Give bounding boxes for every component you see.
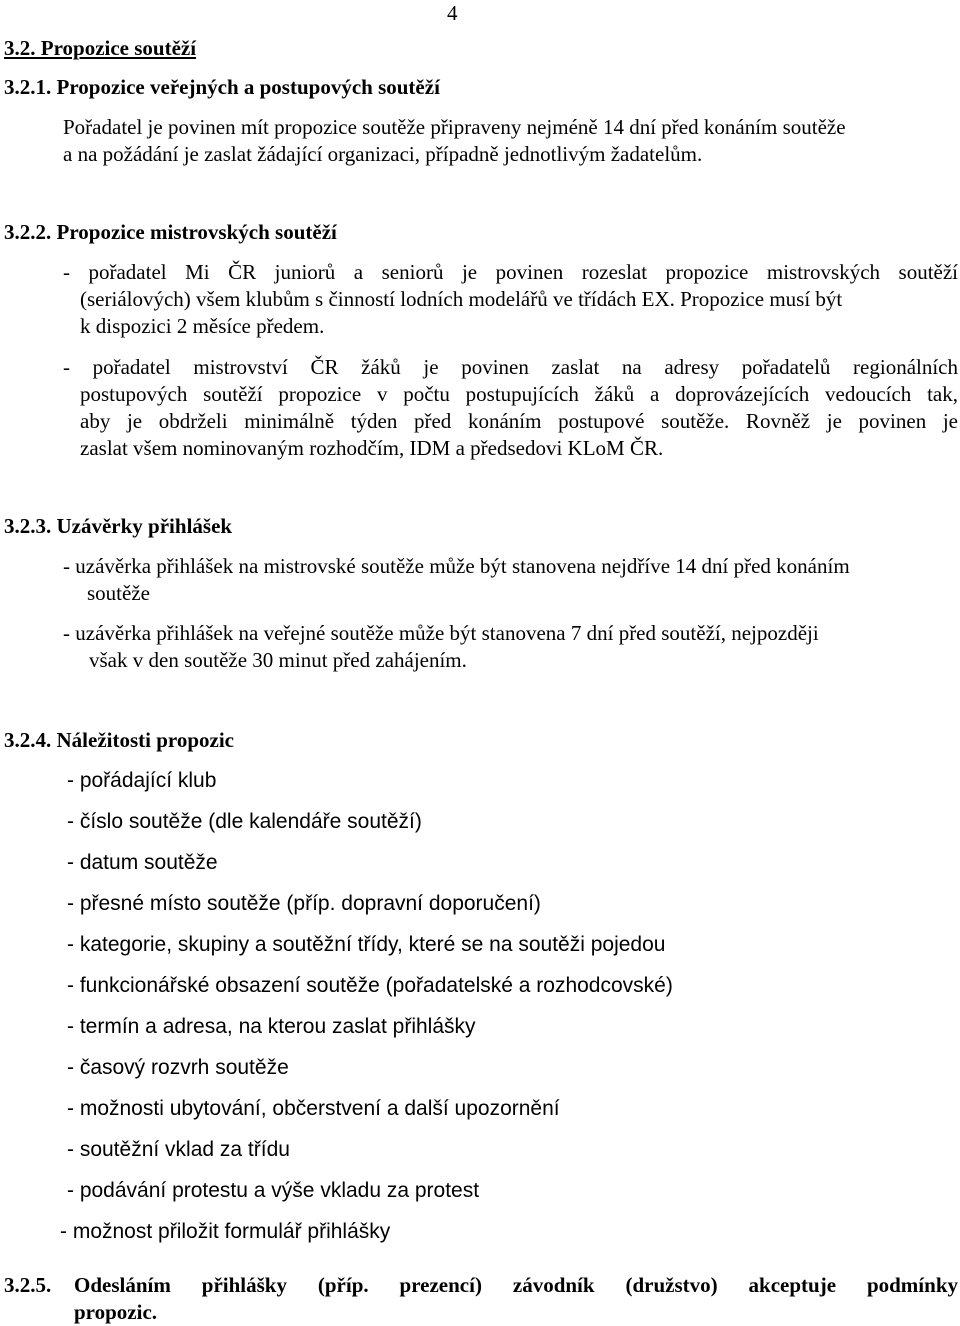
list-item: - podávání protestu a výše vkladu za protest bbox=[67, 1179, 480, 1202]
list-item: - datum soutěže bbox=[67, 851, 218, 874]
paragraph-line: Pořadatel je povinen mít propozice soutěže připraveny nejméně 14 dní před konáním soutěže bbox=[63, 115, 846, 139]
list-item-line: aby je obdrželi minimálně týden před konáním postupové soutěže. Rovněž je povinen je bbox=[80, 409, 958, 433]
list-item: - časový rozvrh soutěže bbox=[67, 1056, 289, 1079]
list-item: - funkcionářské obsazení soutěže (pořadatelské a rozhodcovské) bbox=[67, 974, 673, 997]
paragraph-3-2-1 bbox=[63, 114, 958, 168]
section-text-3-2-5 bbox=[74, 1272, 958, 1326]
page-header bbox=[0, 0, 960, 28]
list-item: - pořádající klub bbox=[67, 769, 217, 792]
section-heading-3-2: 3.2. Propozice soutěží bbox=[4, 36, 197, 60]
paragraph-line: Odesláním přihlášky (příp. prezencí) závodník (družstvo) akceptuje podmínky bbox=[74, 1273, 958, 1297]
paragraph-line: propozic. bbox=[74, 1300, 158, 1324]
list-item bbox=[63, 259, 958, 340]
page-number: 4 bbox=[447, 1, 458, 25]
list-item-line: - uzávěrka přihlášek na mistrovské soutěže může být stanovena nejdříve 14 dní před konáním bbox=[63, 554, 850, 578]
list-item: - číslo soutěže (dle kalendáře soutěží) bbox=[67, 810, 422, 833]
list-item-line: však v den soutěže 30 minut před zahájením. bbox=[89, 648, 467, 672]
list-item: - přesné místo soutěže (příp. dopravní doporučení) bbox=[67, 892, 541, 915]
paragraph-line: a na požádání je zaslat žádající organizaci, případně jednotlivým žadatelům. bbox=[63, 142, 703, 166]
list-item-line: soutěže bbox=[87, 581, 150, 605]
list-item: - možnost přiložit formulář přihlášky bbox=[60, 1220, 391, 1243]
section-heading-3-2-1: 3.2.1. Propozice veřejných a postupových soutěží bbox=[4, 75, 440, 99]
section-number-3-2-5: 3.2.5. bbox=[4, 1273, 52, 1297]
list-item: - soutěžní vklad za třídu bbox=[67, 1138, 290, 1161]
list-item: - termín a adresa, na kterou zaslat přihlášky bbox=[67, 1015, 476, 1038]
list-item-line: (seriálových) všem klubům s činností lodních modelářů ve třídách EX. Propozice musí být bbox=[80, 287, 843, 311]
list-item-line: - uzávěrka přihlášek na veřejné soutěže může být stanovena 7 dní před soutěží, nejpozději bbox=[63, 621, 819, 645]
list-item: - možnosti ubytování, občerstvení a další upozornění bbox=[67, 1097, 560, 1120]
section-heading-3-2-3: 3.2.3. Uzávěrky přihlášek bbox=[4, 514, 233, 538]
list-item-line: - pořadatel Mi ČR juniorů a seniorů je povinen rozeslat propozice mistrovských soutěží bbox=[63, 260, 958, 284]
section-heading-3-2-2: 3.2.2. Propozice mistrovských soutěží bbox=[4, 220, 337, 244]
list-item-line: k dispozici 2 měsíce předem. bbox=[80, 314, 325, 338]
list-item bbox=[63, 354, 958, 462]
list-item bbox=[63, 553, 958, 607]
list-item bbox=[63, 620, 958, 674]
section-heading-3-2-4: 3.2.4. Náležitosti propozic bbox=[4, 728, 234, 752]
list-item-line: zaslat všem nominovaným rozhodčím, IDM a předsedovi KLoM ČR. bbox=[80, 436, 664, 460]
list-item: - kategorie, skupiny a soutěžní třídy, které se na soutěži pojedou bbox=[67, 933, 666, 956]
list-item-line: - pořadatel mistrovství ČR žáků je povinen zaslat na adresy pořadatelů regionálních bbox=[63, 355, 958, 379]
list-item-line: postupových soutěží propozice v počtu postupujících žáků a doprovázejících vedoucích tak, bbox=[80, 382, 958, 406]
